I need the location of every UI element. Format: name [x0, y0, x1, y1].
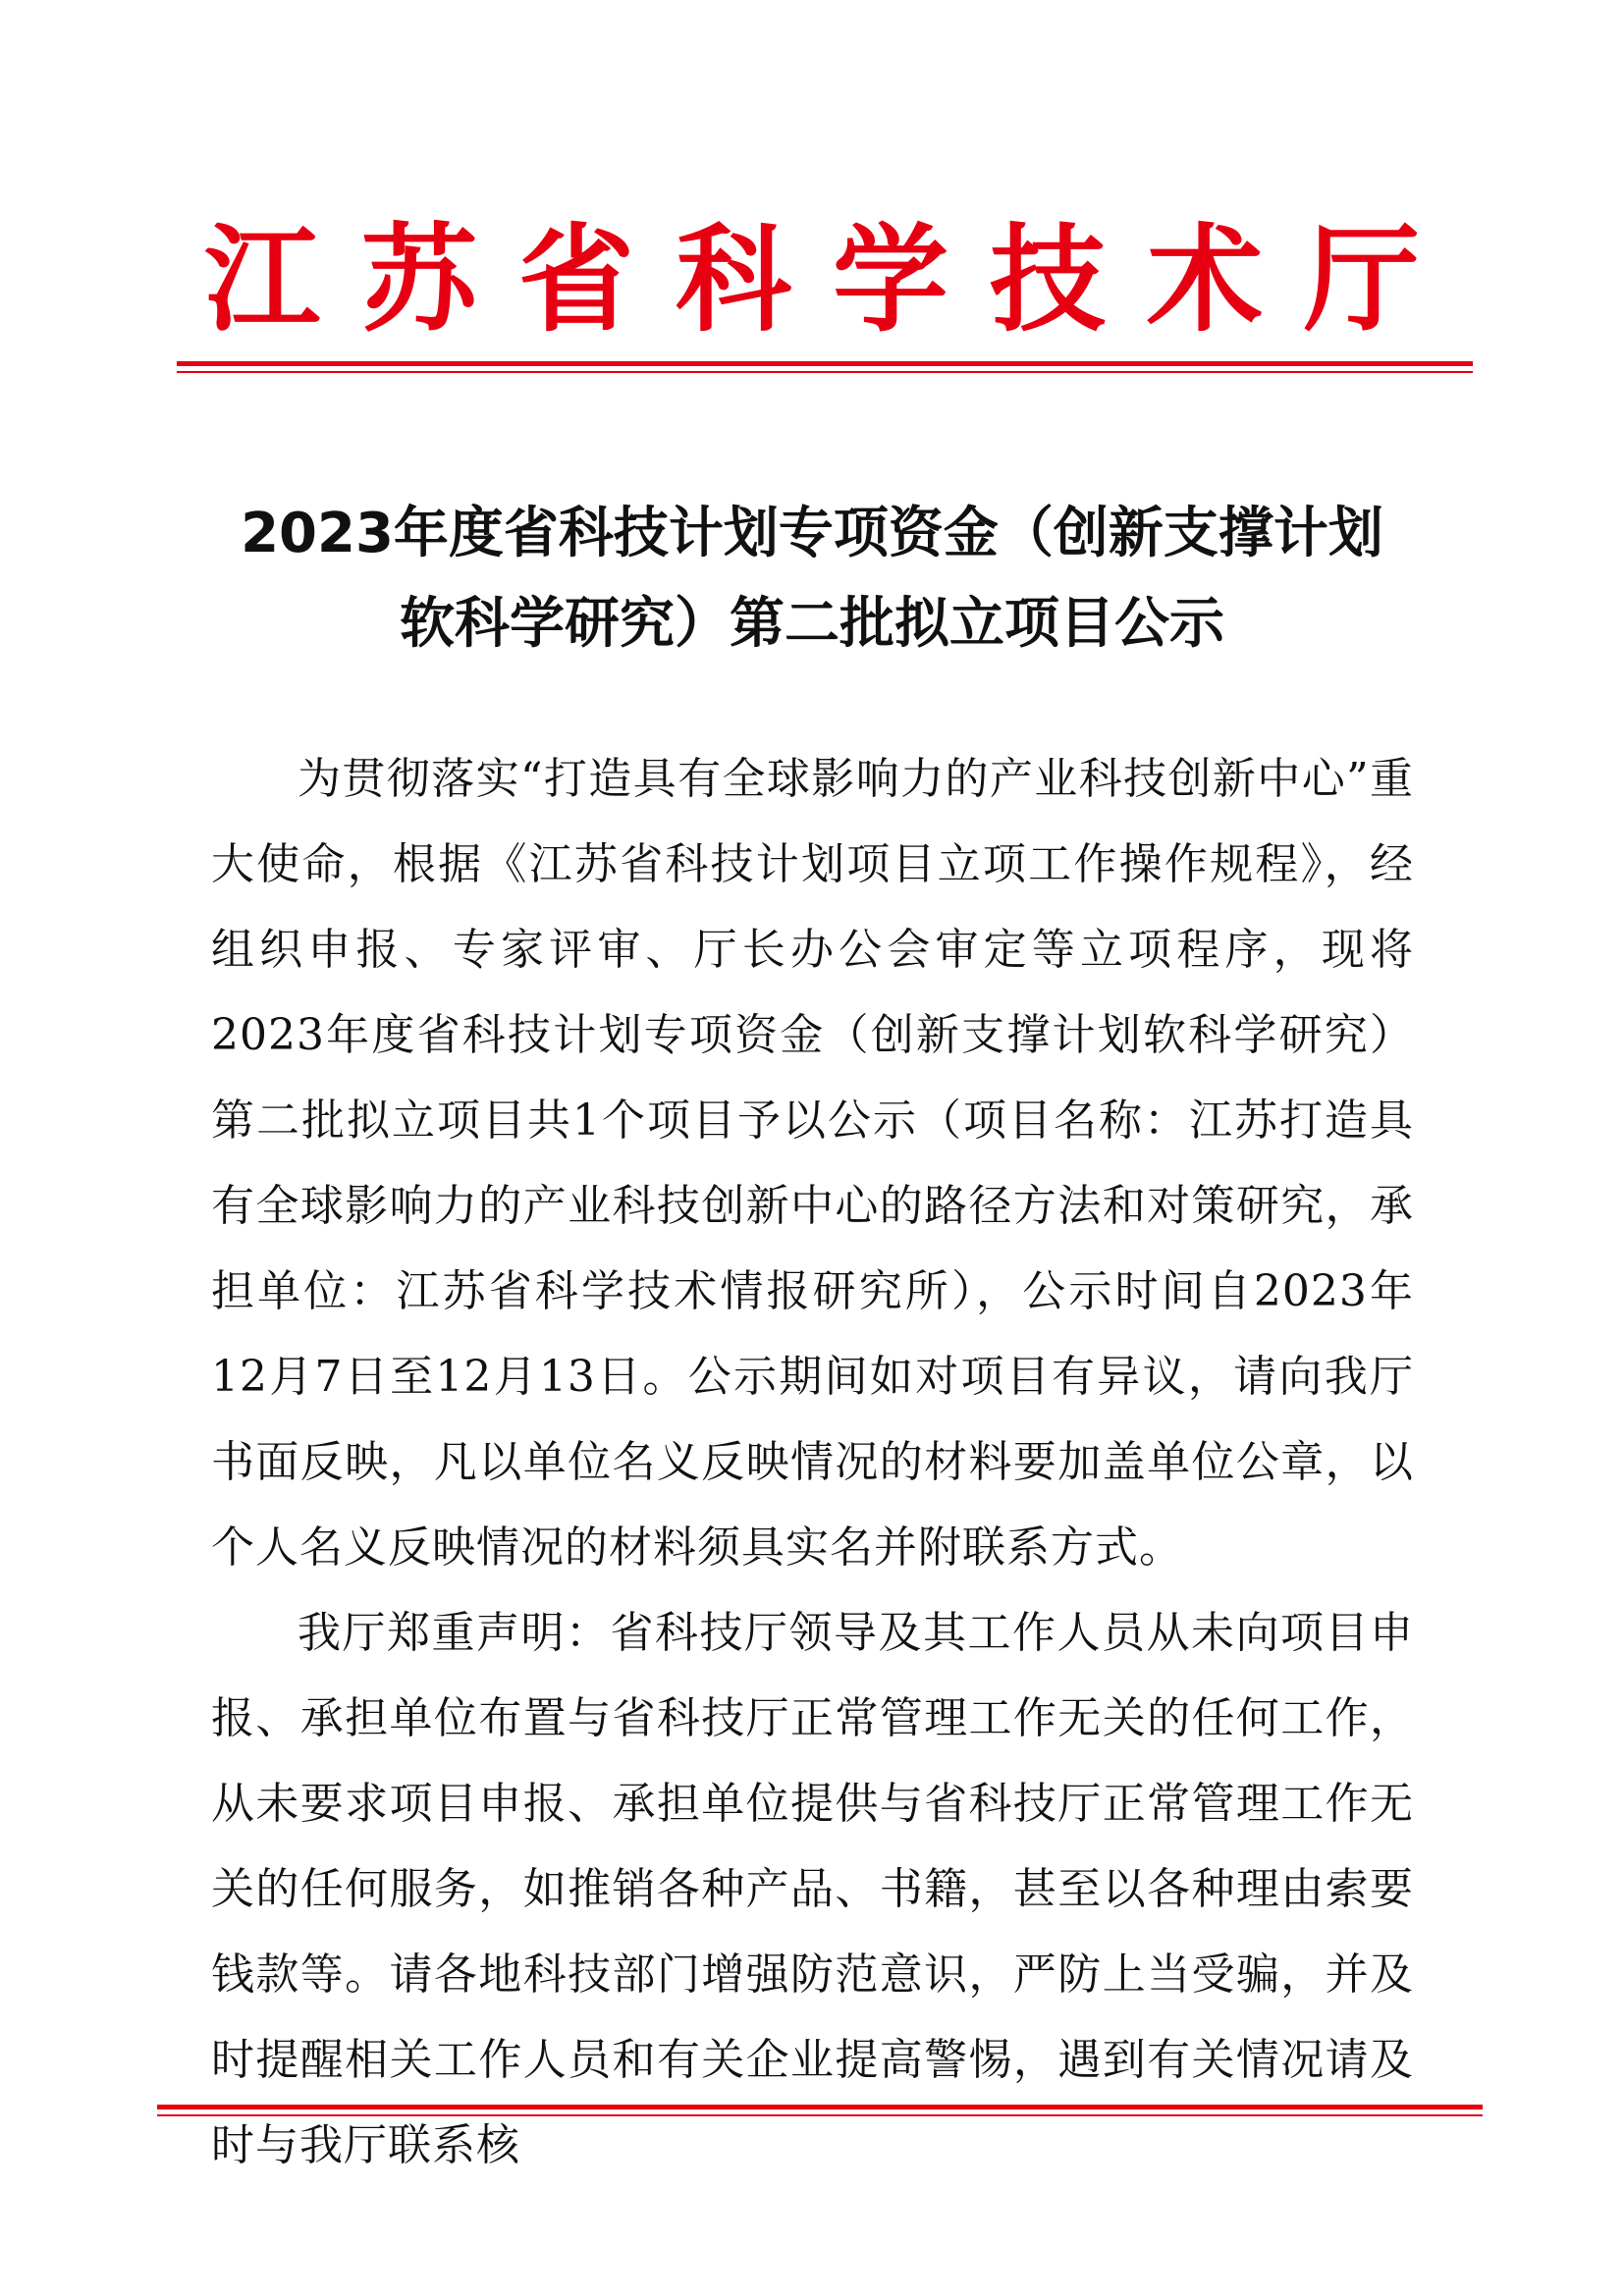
masthead-org-name: 江苏省科学技术厅 — [203, 212, 1461, 347]
body-paragraph-declaration: 我厅郑重声明：省科技厅领导及其工作人员从未向项目申报、承担单位布置与省科技厅正常管理工作无关的任何工作，从未要求项目申报、承担单位提供与省科技厅正常管理工作无关的任何服务，如推销各种产品、书籍，甚至以各种理由索要钱款等。请各地科技部门增强防范意识，严防上当受骗，并及时提醒相关工作人员和有关企业提高警惕，遇到有关情况请及时与我厅联系核 — [211, 1608, 1414, 2170]
body-paragraph-announcement: 为贯彻落实“打造具有全球影响力的产业科技创新中心”重大使命，根据《江苏省科技计划项目立项工作操作规程》，经组织申报、专家评审、厅长办公会审定等立项程序，现将2023年度省科技计划专项资金（创新支撑计划软科学研究）第二批拟立项目共1个项目予以公示（项目名称：江苏打造具有全球影响力的产业科技创新中心的路径方法和对策研究，承担单位：江苏省科学技术情报研究所），公示时间自2023年12月7日至12月13日。公示期间如对项目有异议，请向我厅书面反映，凡以单位名义反映情况的材料要加盖单位公章，以个人名义反映情况的材料须具实名并附联系方式。 — [211, 754, 1414, 1573]
document-title-line-1: 2023年度省科技计划专项资金（创新支撑计划 — [241, 502, 1383, 565]
footer-red-rule-thin — [157, 2114, 1483, 2116]
document-title — [147, 489, 1477, 669]
document-title-line-2: 软科学研究）第二批拟立项目公示 — [400, 592, 1224, 656]
masthead-red-rule-thin — [177, 371, 1473, 373]
masthead-red-rule-thick — [177, 361, 1473, 366]
footer-red-rule-thick — [157, 2105, 1483, 2109]
document-body — [211, 736, 1414, 2188]
